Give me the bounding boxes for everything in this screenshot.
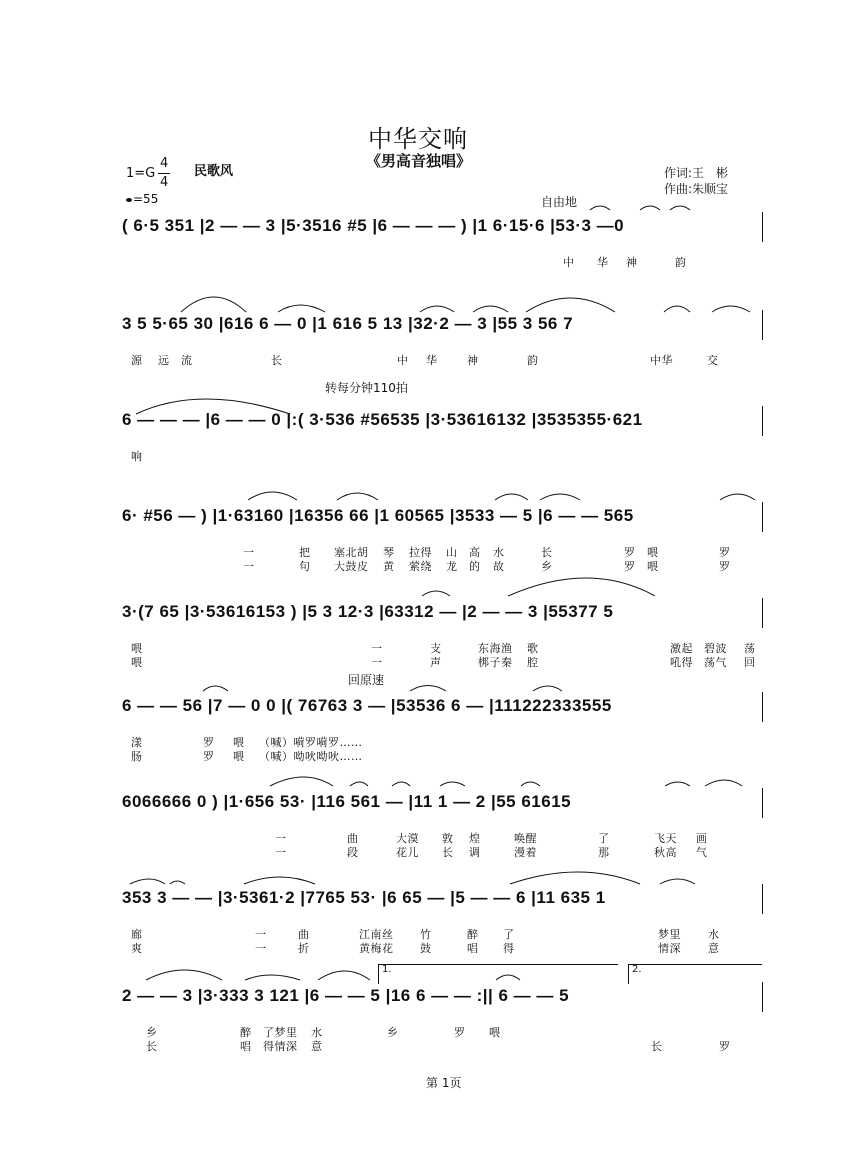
lyric-word: （喊）呦吙呦吙……: [259, 750, 363, 763]
lyric-word: 罗: [624, 560, 636, 573]
lyric-word: 气: [696, 846, 708, 859]
lyric-word: 声: [430, 656, 442, 669]
lyric-word: 曲: [298, 928, 310, 941]
tempo-change-marking: 转每分钟110拍: [325, 381, 408, 395]
song-title: 中华交响: [368, 125, 468, 153]
notation-row: 353 3 — — |3·5361·2 |7765 53· |6 65 — |5 — — 6 |11 635 1: [122, 888, 606, 907]
lyric-word: 一: [255, 942, 267, 955]
lyric-word: 长: [271, 354, 283, 367]
lyric-word: 句: [299, 560, 311, 573]
lyric-word: 喂: [131, 656, 143, 669]
lyric-word: 罗: [719, 1040, 731, 1053]
style-marking: 民歌风: [194, 164, 234, 179]
lyric-word: 华: [597, 256, 609, 269]
lyric-word: 中华: [650, 354, 673, 367]
lyric-word: 喂: [489, 1026, 501, 1039]
lyric-word: 意: [311, 1040, 323, 1053]
lyric-word: 中: [397, 354, 409, 367]
lyric-word: 东海渔: [478, 642, 513, 655]
lyric-word: 龙: [446, 560, 458, 573]
lyric-word: 爽: [131, 942, 143, 955]
notation-row: 6 — — — |6 — — 0 |:( 3·536 #56535 |3·53616132 |3535355·621: [122, 410, 643, 429]
lyric-word: 漾: [131, 736, 143, 749]
lyric-word: 远: [158, 354, 170, 367]
lyric-word: 故: [493, 560, 505, 573]
lyric-word: 腔: [527, 656, 539, 669]
song-subtitle: 《男高音独唱》: [366, 152, 472, 170]
notation-row: 6066666 0 ) |1·656 53· |116 561 — |11 1 — 2 |55 61615: [122, 792, 572, 811]
lyricist: 作词:王 彬: [664, 166, 729, 180]
lyric-word: 意: [708, 942, 720, 955]
lyric-word: 花儿: [396, 846, 419, 859]
lyric-word: 韵: [675, 256, 687, 269]
lyric-word: 萦绕: [409, 560, 432, 573]
lyric-word: 喂: [131, 642, 143, 655]
composer: 作曲:朱顺宝: [664, 182, 729, 196]
lyric-word: 山: [446, 546, 458, 559]
lyric-word: 醉: [240, 1026, 252, 1039]
lyric-word: 江南丝: [359, 928, 394, 941]
lyric-word: 罗: [624, 546, 636, 559]
notation-row: 6 — — 56 |7 — 0 0 |( 76763 3 — |53536 6 — |111222333555: [122, 696, 612, 715]
lyric-word: 荡: [744, 642, 756, 655]
lyric-word: 煌: [469, 832, 481, 845]
lyric-word: 交: [707, 354, 719, 367]
lyric-word: （喊）嗬罗嗬罗……: [259, 736, 363, 749]
lyric-word: 一: [255, 928, 267, 941]
lyric-word: 大漠: [396, 832, 419, 845]
lyric-word: 梦里: [658, 928, 681, 941]
lyric-word: 一: [243, 560, 255, 573]
lyric-word: 乡: [146, 1026, 158, 1039]
lyric-word: 一: [371, 656, 383, 669]
notation-row: 3·(7 65 |3·53616153 ) |5 3 12·3 |63312 — |2 — — 3 |55377 5: [122, 602, 614, 621]
page-number: 第 1页: [426, 1076, 462, 1090]
lyric-word: 喂: [233, 750, 245, 763]
lyric-word: 画: [696, 832, 708, 845]
lyric-word: 廊: [131, 928, 143, 941]
lyric-word: 塞北胡: [334, 546, 369, 559]
lyric-word: 一: [275, 832, 287, 845]
lyric-word: 情深: [658, 942, 681, 955]
lyric-word: 那: [598, 846, 610, 859]
lyric-word: 荡气: [704, 656, 727, 669]
lyric-word: 了梦里: [263, 1026, 298, 1039]
lyric-word: 黄梅花: [359, 942, 394, 955]
lyric-word: 的: [469, 560, 481, 573]
volta-1-label: 1.: [382, 964, 392, 975]
lyric-word: 神: [626, 256, 638, 269]
lyric-word: 一: [371, 642, 383, 655]
lyric-word: 支: [430, 642, 442, 655]
lyric-word: 激起: [670, 642, 693, 655]
lyric-word: 长: [541, 546, 553, 559]
lyric-word: 罗: [719, 546, 731, 559]
lyric-word: 唤醒: [514, 832, 537, 845]
lyric-word: 飞天: [654, 832, 677, 845]
lyric-word: 长: [442, 846, 454, 859]
lyric-word: 罗: [203, 736, 215, 749]
lyric-word: 流: [181, 354, 193, 367]
lyric-word: 源: [131, 354, 143, 367]
lyric-word: 漫着: [514, 846, 537, 859]
time-denominator: 4: [160, 175, 169, 190]
lyric-word: 唱: [240, 1040, 252, 1053]
lyric-word: 了: [503, 928, 515, 941]
lyric-word: 神: [467, 354, 479, 367]
lyric-word: 响: [131, 450, 143, 463]
lyric-word: 中: [563, 256, 575, 269]
lyric-word: 醉: [467, 928, 479, 941]
lyric-word: 秋高: [654, 846, 677, 859]
lyric-word: 竹: [420, 928, 432, 941]
lyric-word: 喂: [647, 546, 659, 559]
lyric-word: 华: [426, 354, 438, 367]
lyric-word: 一: [275, 846, 287, 859]
volta-2-label: 2.: [632, 964, 642, 975]
lyric-word: 回: [744, 656, 756, 669]
lyric-word: 鼓: [420, 942, 432, 955]
lyric-word: 得: [503, 942, 515, 955]
free-tempo-marking: 自由地: [541, 195, 578, 209]
time-numerator: 4: [160, 156, 169, 171]
lyric-word: 长: [146, 1040, 158, 1053]
notation-row: ( 6·5 351 |2 — — 3 |5·3516 #5 |6 — — — ) |1 6·15·6 |53·3 —0: [122, 216, 625, 235]
lyric-word: 曲: [347, 832, 359, 845]
lyric-word: 段: [347, 846, 359, 859]
lyric-word: 罗: [454, 1026, 466, 1039]
lyric-word: 高: [469, 546, 481, 559]
lyric-word: 大鼓皮: [334, 560, 369, 573]
a-tempo-marking: 回原速: [348, 673, 385, 687]
lyric-word: 长: [651, 1040, 663, 1053]
lyric-word: 了: [598, 832, 610, 845]
lyric-word: 水: [311, 1026, 323, 1039]
lyric-word: 肠: [131, 750, 143, 763]
lyric-word: 黄: [383, 560, 395, 573]
lyric-word: 歌: [527, 642, 539, 655]
lyric-word: 拉得: [409, 546, 432, 559]
lyric-word: 折: [298, 942, 310, 955]
lyric-word: 敦: [442, 832, 454, 845]
lyric-word: 调: [469, 846, 481, 859]
lyric-word: 吼得: [670, 656, 693, 669]
lyric-word: 唱: [467, 942, 479, 955]
notation-row: 3 5 5·65 30 |616 6 — 0 |1 616 5 13 |32·2 — 3 |55 3 56 7: [122, 314, 574, 333]
lyric-word: 罗: [719, 560, 731, 573]
notation-row: 6· #56 — ) |1·63160 |16356 66 |1 60565 |3533 — 5 |6 — — 565: [122, 506, 634, 525]
lyric-word: 得情深: [263, 1040, 298, 1053]
lyric-word: 喂: [647, 560, 659, 573]
lyric-word: 喂: [233, 736, 245, 749]
lyric-word: 把: [299, 546, 311, 559]
lyric-word: 乡: [541, 560, 553, 573]
key-signature: 1=G: [126, 166, 156, 181]
lyric-word: 梆子秦: [478, 656, 513, 669]
lyric-word: 水: [708, 928, 720, 941]
lyric-word: 一: [243, 546, 255, 559]
lyric-word: 琴: [383, 546, 395, 559]
notation-row: 2 — — 3 |3·333 3 121 |6 — — 5 |16 6 — — :|| 6 — — 5: [122, 986, 570, 1005]
lyric-word: 韵: [527, 354, 539, 367]
lyric-word: 罗: [203, 750, 215, 763]
lyric-word: 碧波: [704, 642, 727, 655]
lyric-word: 乡: [387, 1026, 399, 1039]
tempo-marking: =55: [133, 192, 159, 206]
lyric-word: 水: [493, 546, 505, 559]
